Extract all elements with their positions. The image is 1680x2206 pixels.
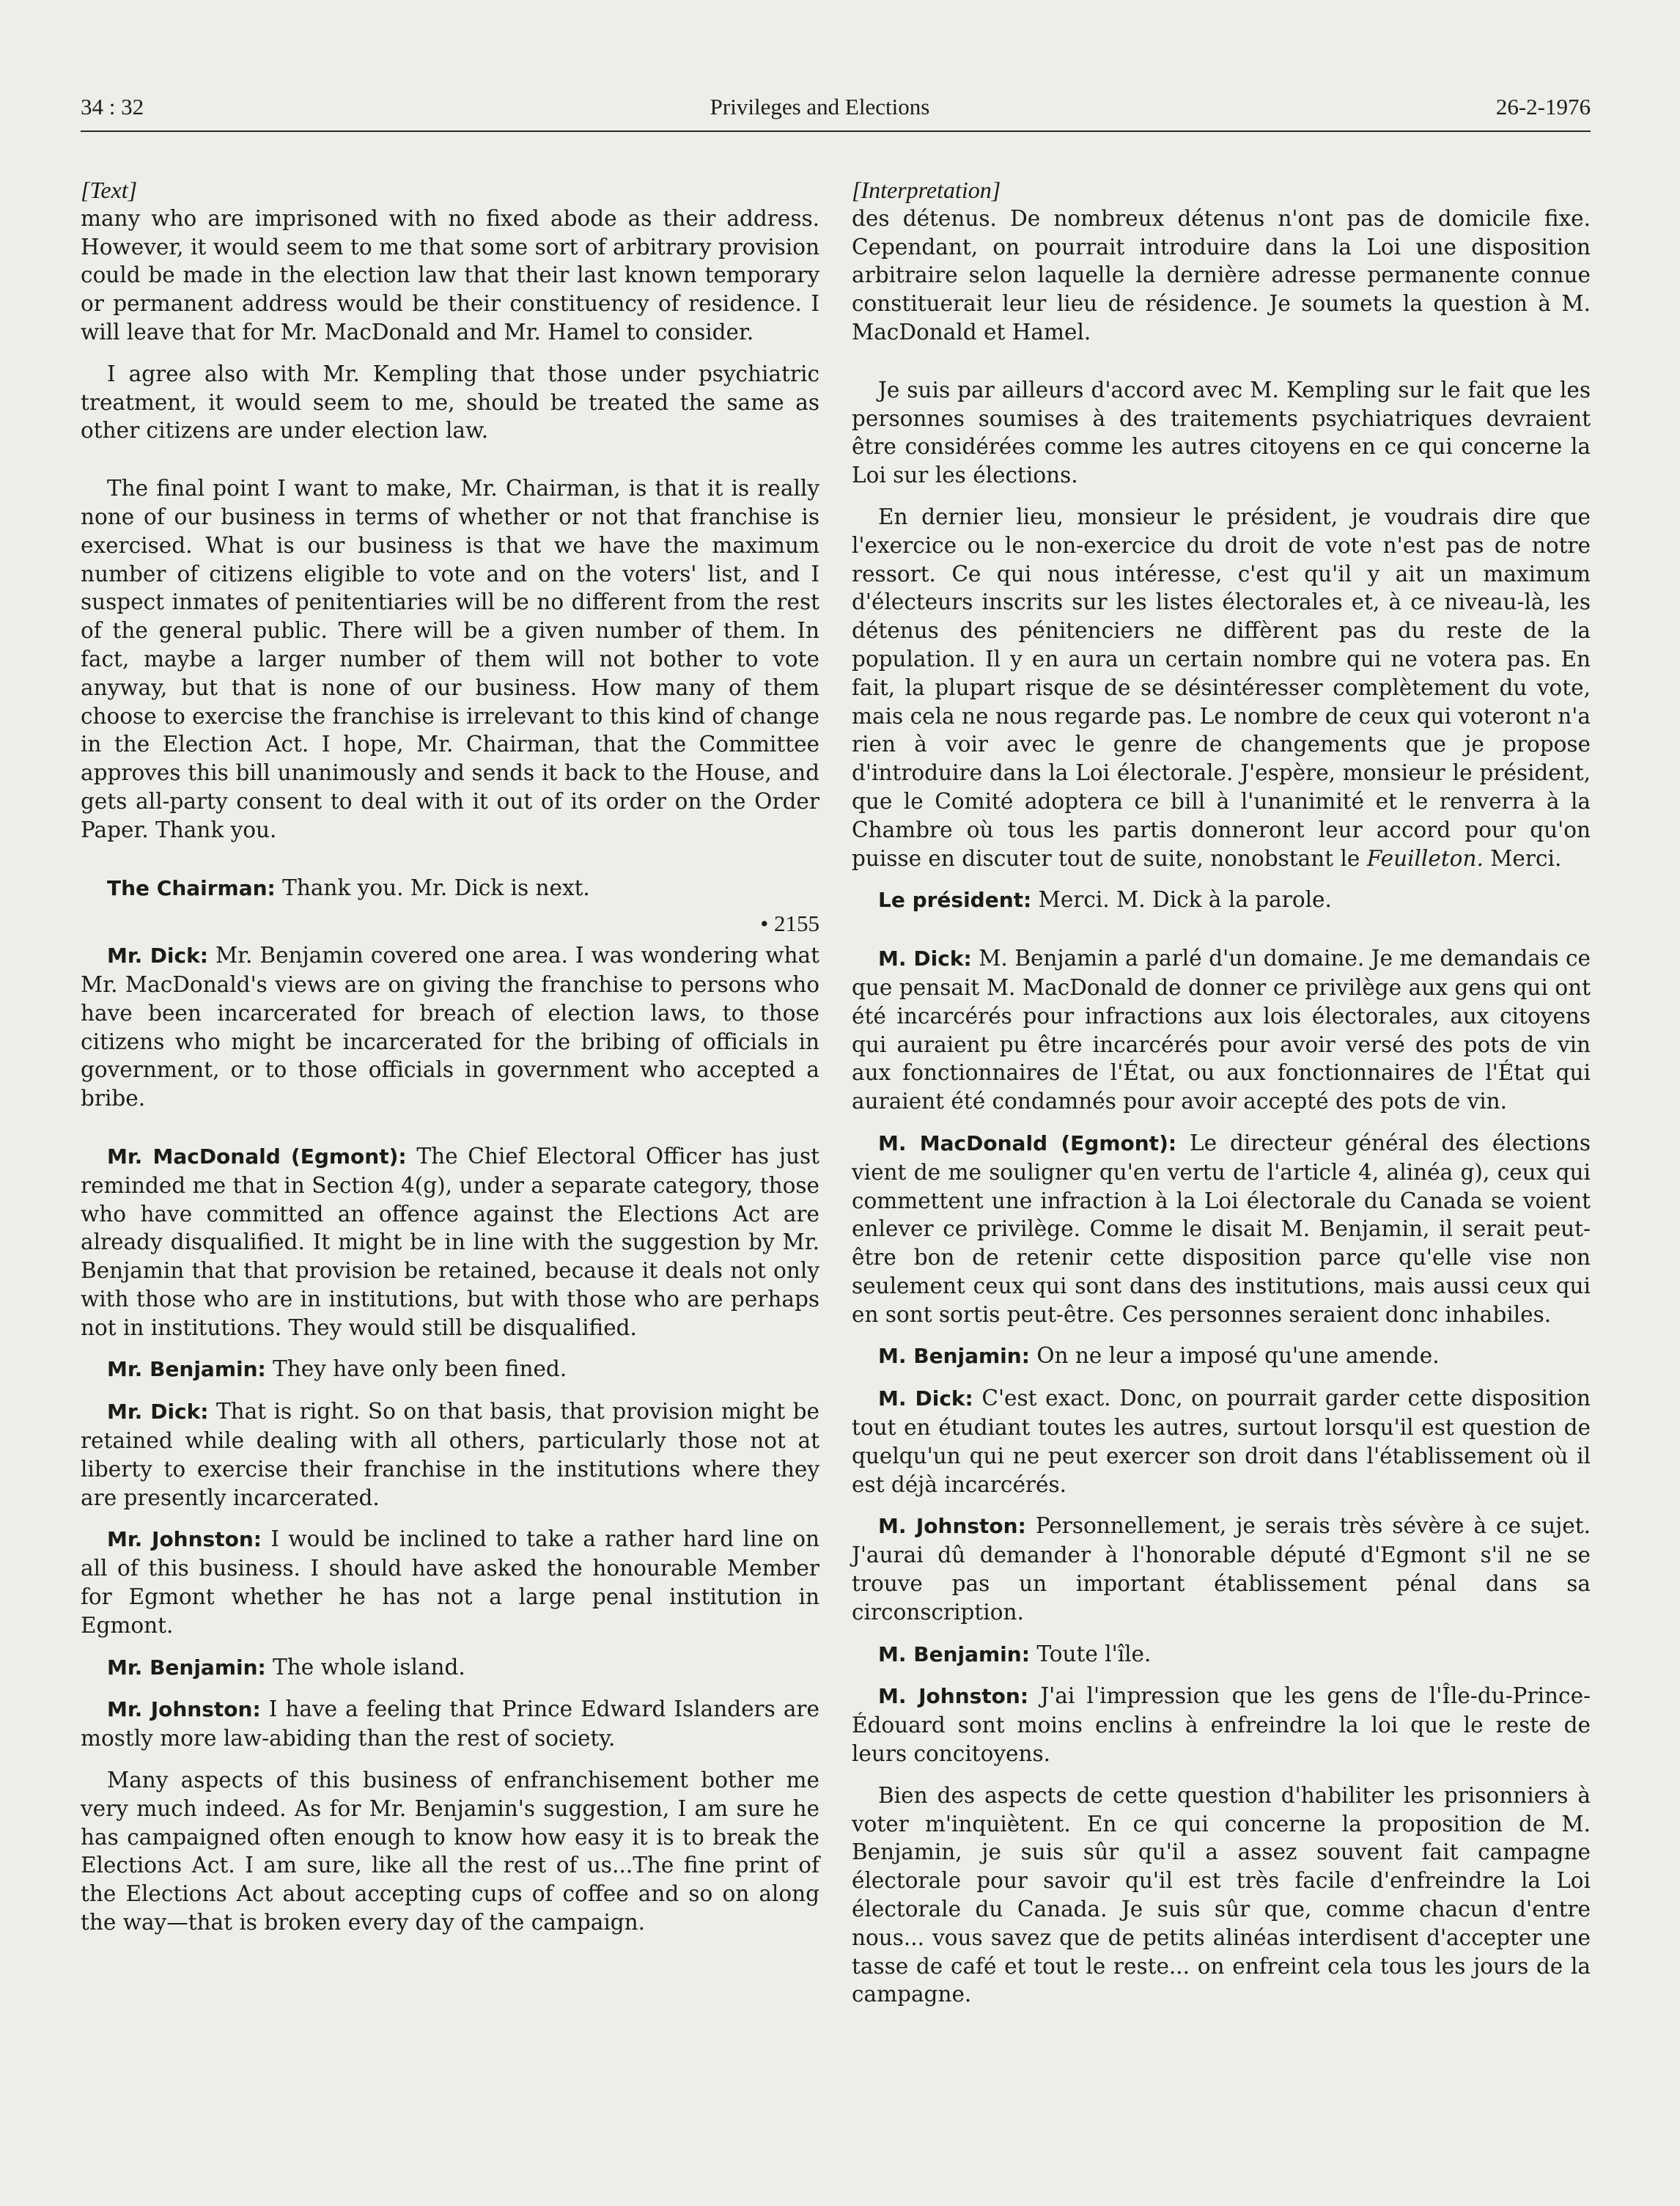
speech [852,886,1591,915]
paragraph-italic: Feuilleton. [1366,845,1484,871]
speaker-name: Mr. Benjamin: [107,1357,266,1382]
speech [852,944,1591,1116]
paragraph-text: En dernier lieu, monsieur le président, je voudrais dire que l'exercice ou le non-exercice du droit de vote n'est pas de notre ressort. Ce qui nous intéresse, c'est qu'il y ait un maximum d'électeurs inscrits sur les listes électorales et, à ce niveau-là, les détenus des pénitenciers ne diffèrent pas du reste de la population. Il y en aura un certain nombre qui ne votera pas. En fait, la plupart risque de se désintéresser complètement du vote, mais cela ne nous regarde pas. Le nombre de ceux qui voteront n'a rien à voir avec le genre de changements que je propose d'introduire dans la Loi électorale. J'espère, monsieur le président, que le Comité adoptera ce bill à l'unanimité et le renverra à la Chambre où tous les partis donneront leur accord pour qu'on puisse en discuter tout de suite, nonobstant le [852,504,1591,871]
speaker-name: The Chairman: [107,875,276,900]
interpretation-label: [Interpretation] [852,177,1001,203]
speech [81,1525,819,1639]
speech-text: On ne leur a imposé qu'une amende. [1036,1343,1440,1369]
speech [81,1142,819,1342]
paragraph: Je suis par ailleurs d'accord avec M. Kempling sur le fait que les personnes soumises à des traitements psychiatriques devraient être considérées comme les autres citoyens en ce qui concerne la Loi sur les élections. [852,377,1591,488]
speech-text: Thank you. Mr. Dick is next. [282,875,590,900]
speaker-name: M. Benjamin: [878,1344,1030,1369]
speech-text: Le directeur général des élections vient de me souligner qu'en vertu de l'article 4, alinéa g), ceux qui commettent une infraction à la Loi électorale du Canada se voient enlever ce privilège. Comme le disait M. Benjamin, il serait peut-être bon de retenir cette disposition parce qu'elle vise non seulement ceux qui sont dans des institutions, mais aussi ceux qui en sont sortis peut-être. Ces personnes seraient donc inhabiles. [852,1130,1591,1327]
speech-text: Mr. Benjamin covered one area. I was wondering what Mr. MacDonald's views are on giving the franchise to persons who have been incarcerated for breach of election laws, to those citizens who might be incarcerated for the bribing of officials in government, or to those officials in government who accepted a bribe. [81,943,819,1111]
speech-text: J'ai l'impression que les gens de l'Île-du-Prince-Édouard sont moins enclins à enfreindre la loi que le reste de leurs concitoyens. [852,1683,1591,1767]
speech [852,1512,1591,1626]
speaker-name: M. Benjamin: [878,1641,1030,1666]
page-title: Privileges and Elections [710,94,930,120]
paragraph: des détenus. De nombreux détenus n'ont pas de domicile fixe. Cependant, on pourrait introduire dans la Loi une disposition arbitraire selon laquelle la dernière adresse permanente connue constituerait leur lieu de résidence. Je soumets la question à M. MacDonald et Hamel. [852,205,1591,345]
speech-text: C'est exact. Donc, on pourrait garder cette disposition tout en étudiant toutes les autres, surtout lorsqu'il est question de quelqu'un qui ne peut exercer son droit dans l'établissement où il est déjà incarcérés. [852,1386,1591,1497]
page-number: 34 : 32 [81,94,144,120]
speech-text: Personnellement, je serais très sévère à ce sujet. J'aurai dû demander à l'honorable député d'Egmont s'il ne se trouve pas un important établissement pénal dans sa circonscription. [852,1513,1591,1625]
speaker-name: Le président: [878,888,1032,913]
speech [852,1384,1591,1499]
paragraph: many who are imprisoned with no fixed abode as their address. However, it would seem to me that some sort of arbitrary provision could be made in the election law that their last known temporary or permanent address would be their constituency of residence. I will leave that for Mr. MacDonald and Mr. Hamel to consider. [81,205,819,345]
text-label: [Text] [81,177,138,203]
speech-text: I have a feeling that Prince Edward Islanders are mostly more law-abiding than the rest of society. [81,1696,819,1751]
speaker-name: Mr. Johnston: [107,1697,261,1722]
speaker-name: M. MacDonald (Egmont): [878,1130,1177,1155]
speech [852,1682,1591,1768]
paragraph: Many aspects of this business of enfranchisement bother me very much indeed. As for Mr. Benjamin's suggestion, I am sure he has campaigned often enough to know how easy it is to break the Elections Act. I am sure, like all the rest of us...The fine print of the Elections Act about accepting cups of coffee and so on along the way—that is broken every day of the campaign. [81,1768,819,1935]
speech-text: Toute l'île. [1036,1641,1152,1666]
paragraph: I agree also with Mr. Kempling that those under psychiatric treatment, it would seem to me, should be treated the same as other citizens are under election law. [81,361,819,444]
speaker-name: M. Johnston: [878,1514,1026,1539]
speech [852,1342,1591,1371]
paragraph-end: Merci. [1490,845,1562,871]
speech-text: The Chief Electoral Officer has just reminded me that in Section 4(g), under a separate category, those who have committed an offence against the Elections Act are already disqualified. It might be in line with the suggestion by Mr. Benjamin that that provision be retained, because it deals not only with those who are in institutions, but with those who are perhaps not in institutions. They would still be disqualified. [81,1143,819,1340]
speech [852,1129,1591,1329]
speech [81,941,819,1113]
speaker-name: Mr. MacDonald (Egmont): [107,1144,407,1169]
speech-text: They have only been fined. [273,1356,567,1382]
speech [81,1695,819,1753]
speaker-name: M. Dick: [878,1386,973,1411]
speech-text: M. Benjamin a parlé d'un domaine. Je me demandais ce que pensait M. MacDonald de donner ce privilège aux gens qui ont été incarcérés pour infractions aux lois électorales, aux citoyens qui auraient pu être incarcérés pour avoir versé des pots de vin aux fonctionnaires de l'État, ou aux fonctionnaires de l'État qui auraient été condamnés pour avoir accepté des pots de vin. [852,946,1591,1114]
speech [81,1653,819,1683]
speech [852,1640,1591,1669]
speech-text: The whole island. [273,1654,465,1680]
speech [81,1355,819,1384]
speaker-name: Mr. Dick: [107,944,208,968]
speech-text: I would be inclined to take a rather hard line on all of this business. I should have asked the honourable Member for Egmont whether he has not a large penal institution in Egmont. [81,1526,819,1638]
english-column [81,176,819,1937]
header-rule [81,130,1591,132]
speech-text: That is right. So on that basis, that provision might be retained while dealing with all others, particularly those not at liberty to exercise their franchise in the institutions where they are presently incarcerated. [81,1399,819,1510]
speaker-name: Mr. Johnston: [107,1527,262,1552]
paragraph: Bien des aspects de cette question d'habiliter les prisonniers à voter m'inquiètent. En ce qui concerne la proposition de M. Benjamin, je suis sûr qu'il a assez souvent fait campagne électorale pour savoir qu'il est très facile d'enfreindre la Loi électorale du Canada. Je suis sûr que, comme chacun d'entre nous... vous savez que de petits alinéas interdisent d'accepter une tasse de café et tout le reste... on enfreint cela tous les jours de la campagne. [852,1782,1591,2007]
speech [81,874,819,903]
speaker-name: M. Johnston: [878,1684,1029,1709]
page-date: 26-2-1976 [1495,94,1591,120]
speech-text: Merci. M. Dick à la parole. [1038,887,1332,913]
speaker-name: Mr. Dick: [107,1400,209,1424]
french-column [852,176,1591,2009]
page-header [81,94,1591,120]
speech [81,1397,819,1512]
time-stamp: • 2155 [760,911,819,937]
paragraph [852,503,1591,872]
speaker-name: M. Dick: [878,946,972,971]
speaker-name: Mr. Benjamin: [107,1655,266,1680]
paragraph: The final point I want to make, Mr. Chairman, is that it is really none of our business in terms of whether or not that franchise is exercised. What is our business is that we have the maximum number of citizens eligible to vote and on the voters' list, and I suspect inmates of penitentiaries will be no different from the rest of the general public. There will be a given number of them. In fact, maybe a larger number of them will not bother to vote anyway, but that is none of our business. How many of them choose to exercise the franchise is irrelevant to this kind of change in the Election Act. I hope, Mr. Chairman, that the Committee approves this bill unanimously and sends it back to the House, and gets all-party consent to deal with it out of its order on the Order Paper. Thank you. [81,476,819,842]
